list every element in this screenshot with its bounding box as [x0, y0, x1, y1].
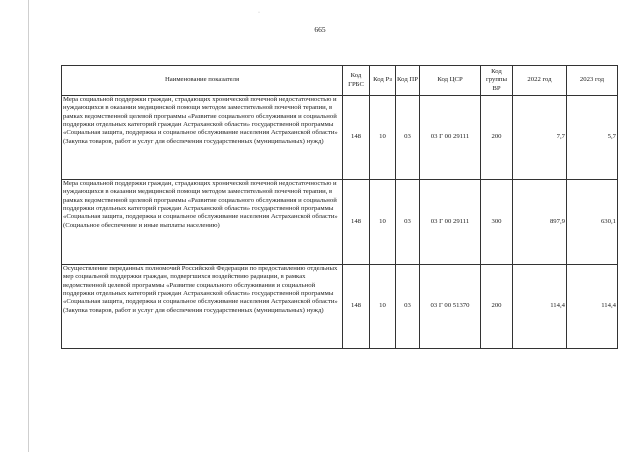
row-pr: 03: [396, 265, 420, 349]
header-vr: Код группы ВР: [481, 66, 513, 96]
row-2023: 114,4: [567, 265, 618, 349]
row-grbs: 148: [343, 265, 370, 349]
header-grbs: Код ГРБС: [343, 66, 370, 96]
header-row: [62, 66, 618, 96]
page-number: 665: [314, 25, 326, 34]
header-2023: 2023 год: [567, 66, 618, 96]
table-row: [62, 96, 618, 180]
row-name: Мера социальной поддержки граждан, страдающих хронической почечной недостаточностью и нуждающихся в оказании медицинской помощи методом заместительной почечной терапии, в рамках ведомственной целевой программы «Развитие социального обслуживания и социальной поддержки отдельных категорий граждан Астраханской области» государственной программы «Социальная защита, поддержка и социальное обслуживание населения Астраханской области» (Закупка товаров, работ и услуг для обеспечения государственных (муниципальных) нужд): [62, 96, 343, 180]
budget-table: [61, 65, 618, 349]
row-2022: 897,9: [513, 180, 567, 265]
row-vr: 200: [481, 96, 513, 180]
row-rz: 10: [370, 96, 396, 180]
row-rz: 10: [370, 180, 396, 265]
row-pr: 03: [396, 96, 420, 180]
header-pr: Код ПР: [396, 66, 420, 96]
header-2022: 2022 год: [513, 66, 567, 96]
row-pr: 03: [396, 180, 420, 265]
row-vr: 200: [481, 265, 513, 349]
scan-edge-line: [28, 0, 29, 452]
row-2023: 5,7: [567, 96, 618, 180]
row-csr: 03 Г 00 51370: [420, 265, 481, 349]
row-name: Мера социальной поддержки граждан, страдающих хронической почечной недостаточностью и нуждающихся в оказании медицинской помощи методом заместительной почечной терапии, в рамках ведомственной целевой программы «Развитие социального обслуживания и социальной поддержки отдельных категорий граждан Астраханской области» государственной программы «Социальная защита, поддержка и социальное обслуживание населения Астраханской области» (Социальное обеспечение и иные выплаты населению): [62, 180, 343, 265]
row-grbs: 148: [343, 96, 370, 180]
row-csr: 03 Г 00 29111: [420, 96, 481, 180]
row-rz: 10: [370, 265, 396, 349]
row-2022: 7,7: [513, 96, 567, 180]
row-name: Осуществление переданных полномочий Российской Федерации по предоставлению отдельных мер социальной поддержки граждан, подвергшихся воздействию радиации, в рамках ведомственной целевой программы «Развитие социального обслуживания и социальной поддержки отдельных категорий граждан Астраханской области» государственной программы «Социальная защита, поддержка и социальное обслуживание населения Астраханской области» (Закупка товаров, работ и услуг для обеспечения государственных (муниципальных) нужд): [62, 265, 343, 349]
header-name: Наименование показателя: [62, 66, 343, 96]
row-2023: 630,1: [567, 180, 618, 265]
row-vr: 300: [481, 180, 513, 265]
table-row: [62, 265, 618, 349]
stray-mark: ·: [258, 10, 260, 16]
header-csr: Код ЦСР: [420, 66, 481, 96]
table-row: [62, 180, 618, 265]
row-grbs: 148: [343, 180, 370, 265]
row-csr: 03 Г 00 29111: [420, 180, 481, 265]
header-rz: Код Рз: [370, 66, 396, 96]
row-2022: 114,4: [513, 265, 567, 349]
